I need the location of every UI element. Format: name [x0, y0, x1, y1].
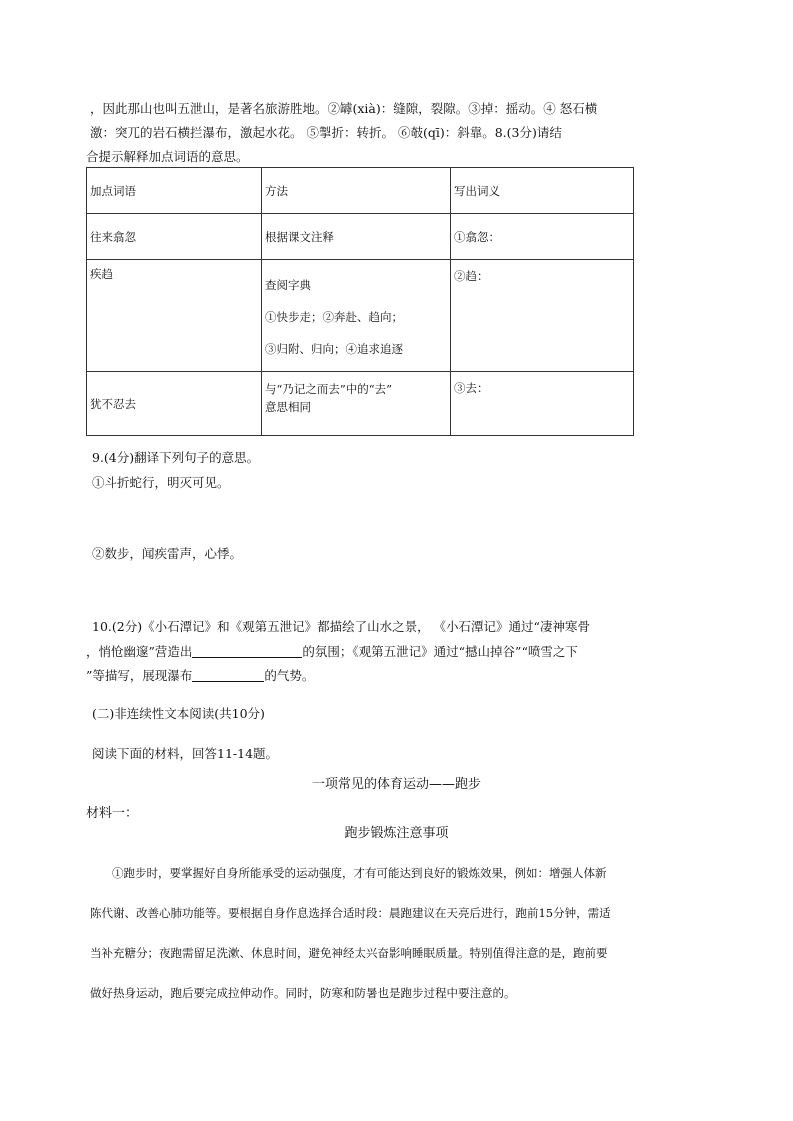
table-cell-answer: ③去：: [451, 372, 634, 436]
q10-text: ，悄怆幽邃”营造出: [86, 644, 193, 659]
method-line: ③归附、归向；④追求追逐: [265, 342, 403, 356]
notes-line-1: ，因此那山也叫五泄山，是著名旅游胜地。②罅(xià)：缝隙，裂隙。③掉：摇动。④ 怒石横: [90, 101, 598, 116]
table-row: [87, 260, 634, 372]
q10-text: 的氛围；《观第五泄记》通过“撼山掉谷”“喷雪之下: [302, 644, 578, 659]
main-title: 一项常见的体育运动——跑步: [311, 777, 481, 792]
paragraph-line: ①跑步时，要掌握好自身所能承受的运动强度，才有可能达到良好的锻炼效果，例如：增强人体新: [112, 866, 607, 880]
table-row: [87, 214, 634, 260]
paragraph-line: 陈代谢、改善心肺功能等。要根据自身作息选择合适时段：晨跑建议在天亮后进行，跑前15分钟，需适: [90, 906, 611, 920]
notes-line-2: 激：突兀的岩石横拦瀑布，激起水花。 ⑤掣折：转折。 ⑥攲(qī)：斜靠。8.(3分)请结: [90, 125, 562, 140]
method-line: ①快步走；②奔赴、趋向；: [265, 310, 403, 324]
q10-text: 的气势。: [264, 668, 315, 683]
table-header: 方法: [262, 168, 451, 214]
table-cell-word: 犹不忍去: [87, 372, 262, 436]
q10-line-3: [86, 665, 314, 687]
q10-line-2: [86, 641, 578, 663]
q10-text: ”等描写，展现瀑布: [86, 668, 193, 683]
method-line: 与“乃记之而去”中的“去”: [265, 382, 393, 396]
table-cell-method: 根据课文注释: [262, 214, 451, 260]
material-label: 材料一：: [86, 806, 139, 821]
table-header-row: [87, 168, 634, 214]
table-cell-method: [262, 260, 451, 372]
vocab-table: [86, 167, 634, 436]
table-cell-answer: ①翕忽：: [451, 214, 634, 260]
table-cell-method: [262, 372, 451, 436]
paragraph-line: 做好热身运动，跑后要完成拉伸动作。同时，防寒和防暑也是跑步过程中要注意的。: [90, 986, 516, 1000]
section-2-instruction: 阅读下面的材料，回答11-14题。: [92, 746, 279, 761]
sub-title: 跑步锻炼注意事项: [344, 826, 449, 841]
table-header: 加点词语: [87, 168, 262, 214]
table-cell-word: 往来翕忽: [87, 214, 262, 260]
section-2-title: (二)非连续性文本阅读(共10分): [92, 706, 265, 721]
table-header: 写出词义: [451, 168, 634, 214]
table-cell-answer: ②趋：: [451, 260, 634, 372]
q9-sentence-1: ①斗折蛇行，明灭可见。: [92, 475, 230, 490]
table-row: [87, 372, 634, 436]
method-line: 查阅字典: [265, 278, 311, 292]
notes-line-3: 合提示解释加点词语的意思。: [86, 149, 249, 164]
table-cell-word: 疾趋: [87, 260, 262, 372]
answer-blank[interactable]: [192, 643, 302, 658]
paragraph-line: 当补充糖分；夜跑需留足洗漱、休息时间，避免神经太兴奋影响睡眠质量。特别值得注意的是，跑前要: [90, 946, 608, 960]
answer-blank[interactable]: [192, 667, 264, 682]
method-line: 意思相同: [265, 400, 311, 414]
q9-title: 9.(4分)翻译下列句子的意思。: [92, 450, 260, 465]
q10-line-1: 10.(2分)《小石潭记》和《观第五泄记》都描绘了山水之景， 《小石潭记》通过“凄神寒骨: [92, 619, 590, 634]
q9-sentence-2: ②数步，闻疾雷声，心悸。: [92, 546, 243, 561]
